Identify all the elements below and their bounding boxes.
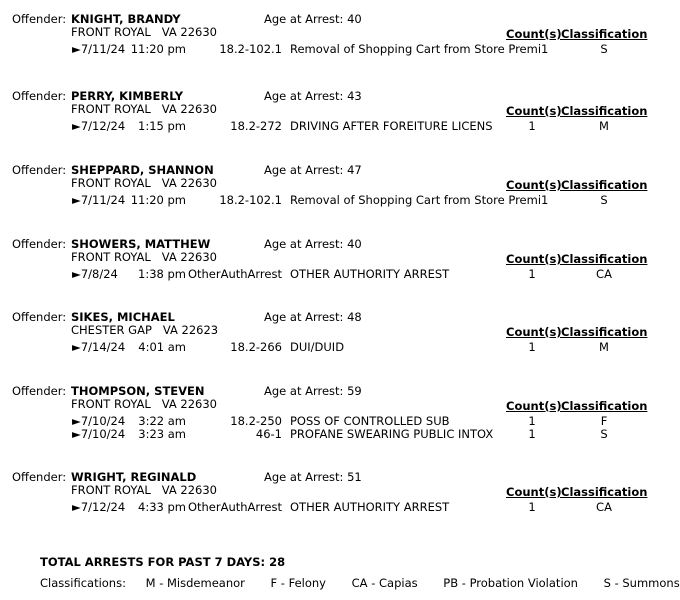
offender-record — [0, 163, 658, 235]
charge-date: ►7/14/24 — [72, 340, 126, 354]
classification-header: Classification — [561, 399, 648, 413]
charge-date: ►7/11/24 — [72, 193, 126, 207]
charge-description: POSS OF CONTROLLED SUB — [290, 414, 450, 428]
charge-classification: M — [599, 340, 609, 354]
offender-name: KNIGHT, BRANDY — [71, 12, 181, 26]
counts-header: Count(s) — [506, 325, 562, 339]
offender-label: Offender: — [12, 310, 67, 324]
charge-classification: S — [600, 427, 608, 441]
classifications-label: Classifications: — [40, 576, 126, 590]
charge-row — [0, 500, 658, 514]
age-at-arrest: Age at Arrest: 48 — [264, 310, 362, 324]
charge-row — [0, 267, 658, 281]
charge-date: ►7/10/24 — [72, 427, 126, 441]
total-arrests-value: 28 — [269, 555, 286, 569]
legend-misdemeanor: M - Misdemeanor — [145, 576, 245, 590]
charge-code: 18.2-102.1 — [219, 42, 282, 56]
charge-date: ►7/8/24 — [72, 267, 118, 281]
offender-address: CHESTER GAP VA 22623 — [71, 323, 219, 337]
charge-description: OTHER AUTHORITY ARREST — [290, 267, 450, 281]
classifications-legend — [40, 576, 680, 590]
classification-header: Classification — [561, 27, 648, 41]
offender-address: FRONT ROYAL VA 22630 — [71, 102, 217, 116]
offender-name: SHEPPARD, SHANNON — [71, 163, 214, 177]
charge-description: PROFANE SWEARING PUBLIC INTOX — [290, 427, 494, 441]
charge-time: 11:20 pm — [130, 42, 186, 56]
counts-header: Count(s) — [506, 485, 562, 499]
offender-record — [0, 384, 658, 442]
charge-code: 18.2-266 — [230, 340, 282, 354]
legend-probation-violation: PB - Probation Violation — [443, 576, 578, 590]
offender-label: Offender: — [12, 163, 67, 177]
charge-classification: CA — [596, 500, 612, 514]
offender-name: SHOWERS, MATTHEW — [71, 237, 211, 251]
classification-header: Classification — [561, 104, 648, 118]
charge-date: ►7/11/24 — [72, 42, 126, 56]
charge-date: ►7/12/24 — [72, 119, 126, 133]
charge-count: 1 — [528, 340, 536, 354]
age-at-arrest: Age at Arrest: 43 — [264, 89, 362, 103]
charge-count: 1 — [528, 267, 536, 281]
charge-time: 3:23 am — [138, 427, 186, 441]
charge-row — [0, 414, 658, 428]
charge-code: OtherAuthArrest — [187, 267, 282, 281]
offender-record — [0, 470, 658, 542]
offender-label: Offender: — [12, 12, 67, 26]
counts-header: Count(s) — [506, 27, 562, 41]
counts-header: Count(s) — [506, 104, 562, 118]
charge-time: 1:15 pm — [138, 119, 186, 133]
charge-description: OTHER AUTHORITY ARREST — [290, 500, 450, 514]
charge-time: 4:01 am — [138, 340, 186, 354]
charge-row — [0, 119, 658, 133]
offender-name: SIKES, MICHAEL — [71, 310, 175, 324]
age-at-arrest: Age at Arrest: 40 — [264, 237, 362, 251]
offender-record — [0, 310, 658, 382]
charge-row — [0, 193, 658, 207]
charge-code: 18.2-102.1 — [219, 193, 282, 207]
offender-address: FRONT ROYAL VA 22630 — [71, 176, 217, 190]
charge-classification: F — [600, 414, 608, 428]
offender-name: PERRY, KIMBERLY — [71, 89, 184, 103]
age-at-arrest: Age at Arrest: 51 — [264, 470, 362, 484]
charge-row — [0, 42, 658, 56]
charge-code: 18.2-272 — [230, 119, 282, 133]
charge-classification: M — [599, 119, 609, 133]
age-at-arrest: Age at Arrest: 59 — [264, 384, 362, 398]
charge-code: 18.2-250 — [230, 414, 282, 428]
offender-label: Offender: — [12, 384, 67, 398]
total-arrests-label: TOTAL ARRESTS FOR PAST 7 DAYS: — [40, 555, 266, 569]
classification-header: Classification — [561, 485, 648, 499]
legend-summons: S - Summons — [603, 576, 680, 590]
charge-classification: S — [600, 193, 608, 207]
charge-classification: S — [600, 42, 608, 56]
classification-header: Classification — [561, 325, 648, 339]
charge-time: 3:22 am — [138, 414, 186, 428]
offender-record — [0, 237, 658, 309]
charge-time: 11:20 pm — [130, 193, 186, 207]
counts-header: Count(s) — [506, 178, 562, 192]
charge-count: 1 — [528, 500, 536, 514]
counts-header: Count(s) — [506, 252, 562, 266]
charge-count: 1 — [528, 414, 536, 428]
offender-address: FRONT ROYAL VA 22630 — [71, 483, 217, 497]
charge-time: 1:38 pm — [138, 267, 186, 281]
classification-header: Classification — [561, 178, 648, 192]
charge-code: OtherAuthArrest — [187, 500, 282, 514]
charge-row — [0, 427, 658, 441]
counts-header: Count(s) — [506, 399, 562, 413]
age-at-arrest: Age at Arrest: 47 — [264, 163, 362, 177]
charge-row — [0, 340, 658, 354]
offender-label: Offender: — [12, 237, 67, 251]
offender-address: FRONT ROYAL VA 22630 — [71, 250, 217, 264]
offender-label: Offender: — [12, 470, 67, 484]
charge-time: 4:33 pm — [138, 500, 186, 514]
charge-code: 46-1 — [255, 427, 282, 441]
charge-count: 1 — [528, 427, 536, 441]
offender-address: FRONT ROYAL VA 22630 — [71, 397, 217, 411]
legend-felony: F - Felony — [270, 576, 326, 590]
age-at-arrest: Age at Arrest: 40 — [264, 12, 362, 26]
offender-record — [0, 89, 658, 161]
charge-date: ►7/10/24 — [72, 414, 126, 428]
offender-address: FRONT ROYAL VA 22630 — [71, 25, 217, 39]
offender-label: Offender: — [12, 89, 67, 103]
offender-name: THOMPSON, STEVEN — [71, 384, 205, 398]
charge-description: Removal of Shopping Cart from Store Premi1 — [290, 193, 549, 207]
classification-header: Classification — [561, 252, 648, 266]
legend-capias: CA - Capias — [351, 576, 418, 590]
charge-count: 1 — [528, 119, 536, 133]
charge-description: DUI/DUID — [290, 340, 345, 354]
charge-date: ►7/12/24 — [72, 500, 126, 514]
charge-classification: CA — [596, 267, 612, 281]
charge-description: Removal of Shopping Cart from Store Premi1 — [290, 42, 549, 56]
offender-record — [0, 12, 658, 84]
offender-name: WRIGHT, REGINALD — [71, 470, 197, 484]
charge-description: DRIVING AFTER FOREITURE LICENS — [290, 119, 493, 133]
total-arrests — [40, 555, 285, 569]
